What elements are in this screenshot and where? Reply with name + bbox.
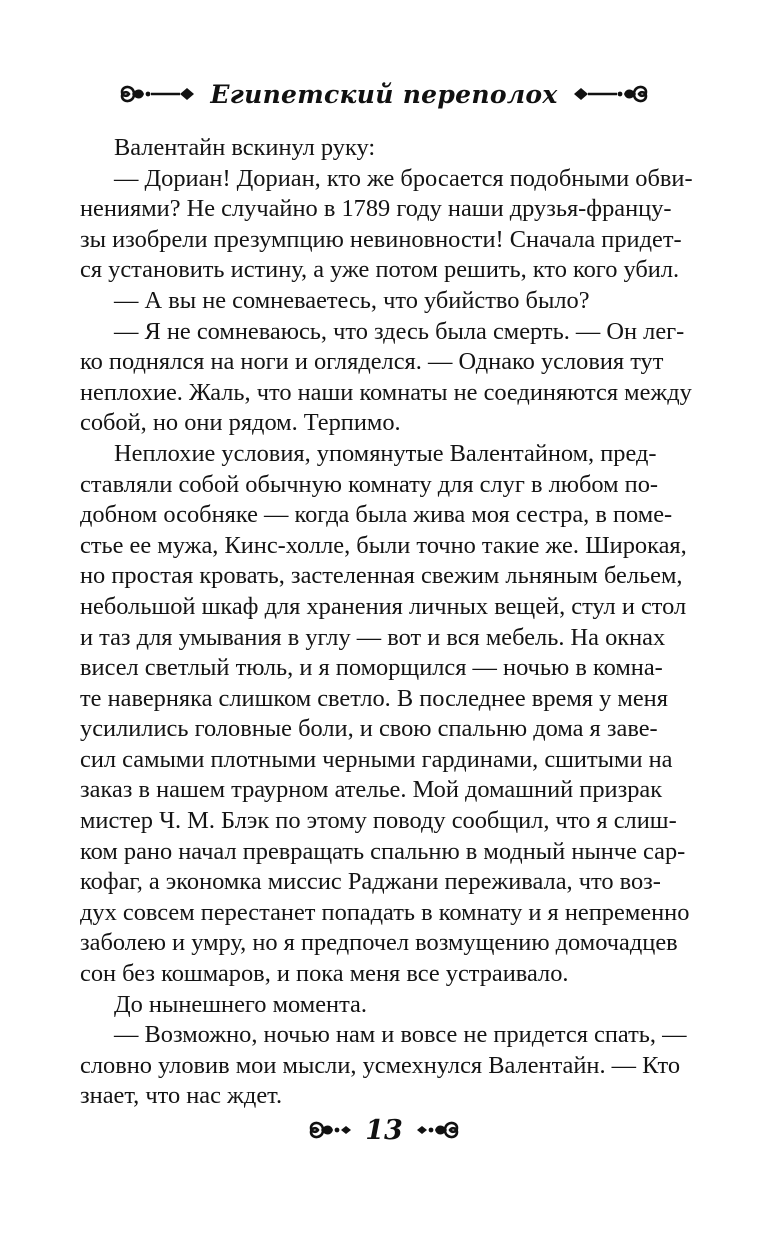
text-line: мистер Ч. М. Блэк по этому поводу сообщил, что я слиш- (80, 807, 677, 835)
running-header (0, 72, 768, 116)
text-line: До нынешнего момента. (114, 990, 367, 1018)
text-line: но простая кровать, застеленная свежим льняным бельем, (80, 562, 683, 590)
text-line: усилились головные боли, и свою спальню дома я заве- (80, 715, 658, 743)
text-line: небольшой шкаф для хранения личных вещей, стул и стол (80, 592, 687, 620)
text-line: добном особняке — когда была жива моя сестра, в поме- (80, 501, 673, 529)
page-folio (0, 1108, 768, 1152)
text-line: заболею и умру, но я предпочел возмущению домочадцев (80, 929, 678, 957)
text-line: ко поднялся на ноги и огляделся. — Однако условия тут (80, 348, 664, 376)
text-line: — Возможно, ночью нам и вовсе не придется спать, — (114, 1021, 687, 1049)
text-line: висел светлый тюль, и я поморщился — ночью в комна- (80, 654, 663, 682)
text-line: ком рано начал превращать спальню в модный нынче сар- (80, 837, 686, 865)
text-line: — Я не сомневаюсь, что здесь была смерть. — Он лег- (114, 317, 685, 345)
text-line: стье ее мужа, Кинс-холле, были точно такие же. Широкая, (80, 531, 687, 559)
text-line: Неплохие условия, упомянутые Валентайном, пред- (114, 439, 657, 467)
page-number: 13 (365, 1114, 403, 1146)
text-line: те наверняка слишком светло. В последнее время у меня (80, 684, 668, 712)
text-line: зы изобрели презумпцию невиновности! Сначала придет- (80, 225, 682, 253)
running-title: Египетский переполох (210, 79, 558, 109)
text-line: сон без кошмаров, и пока меня все устраивало. (80, 960, 569, 988)
text-line: кофаг, а экономка миссис Раджани переживала, что воз- (80, 868, 661, 896)
text-line: ся установить истину, а уже потом решить, кто кого убил. (80, 256, 680, 284)
fleuron-right-icon (570, 79, 648, 109)
text-line: неплохие. Жаль, что наши комнаты не соединяются между (80, 378, 692, 406)
text-line: нениями? Не случайно в 1789 году наши друзья-францу- (80, 195, 672, 223)
text-line: сил самыми плотными черными гардинами, сшитыми на (80, 745, 673, 773)
text-line: Валентайн вскинул руку: (114, 134, 376, 161)
text-line: ставляли собой обычную комнату для слуг в любом по- (80, 470, 659, 498)
text-line: — А вы не сомневаетесь, что убийство было? (114, 286, 590, 314)
text-line: заказ в нашем траурном ателье. Мой домашний призрак (80, 776, 663, 804)
text-line: дух совсем перестанет попадать в комнату и я непременно (80, 898, 690, 926)
text-line: — Дориан! Дориан, кто же бросается подобными обви- (114, 164, 693, 192)
text-line: знает, что нас ждет. (80, 1082, 283, 1110)
fleuron-left-icon (120, 79, 198, 109)
text-line: собой, но они рядом. Терпимо. (80, 409, 401, 437)
fleuron-right-icon (415, 1115, 459, 1145)
body-text (80, 133, 693, 1112)
text-line: словно уловив мои мысли, усмехнулся Валентайн. — Кто (80, 1051, 681, 1079)
fleuron-left-icon (309, 1115, 353, 1145)
text-line: и таз для умывания в углу — вот и вся мебель. На окнах (80, 623, 666, 651)
